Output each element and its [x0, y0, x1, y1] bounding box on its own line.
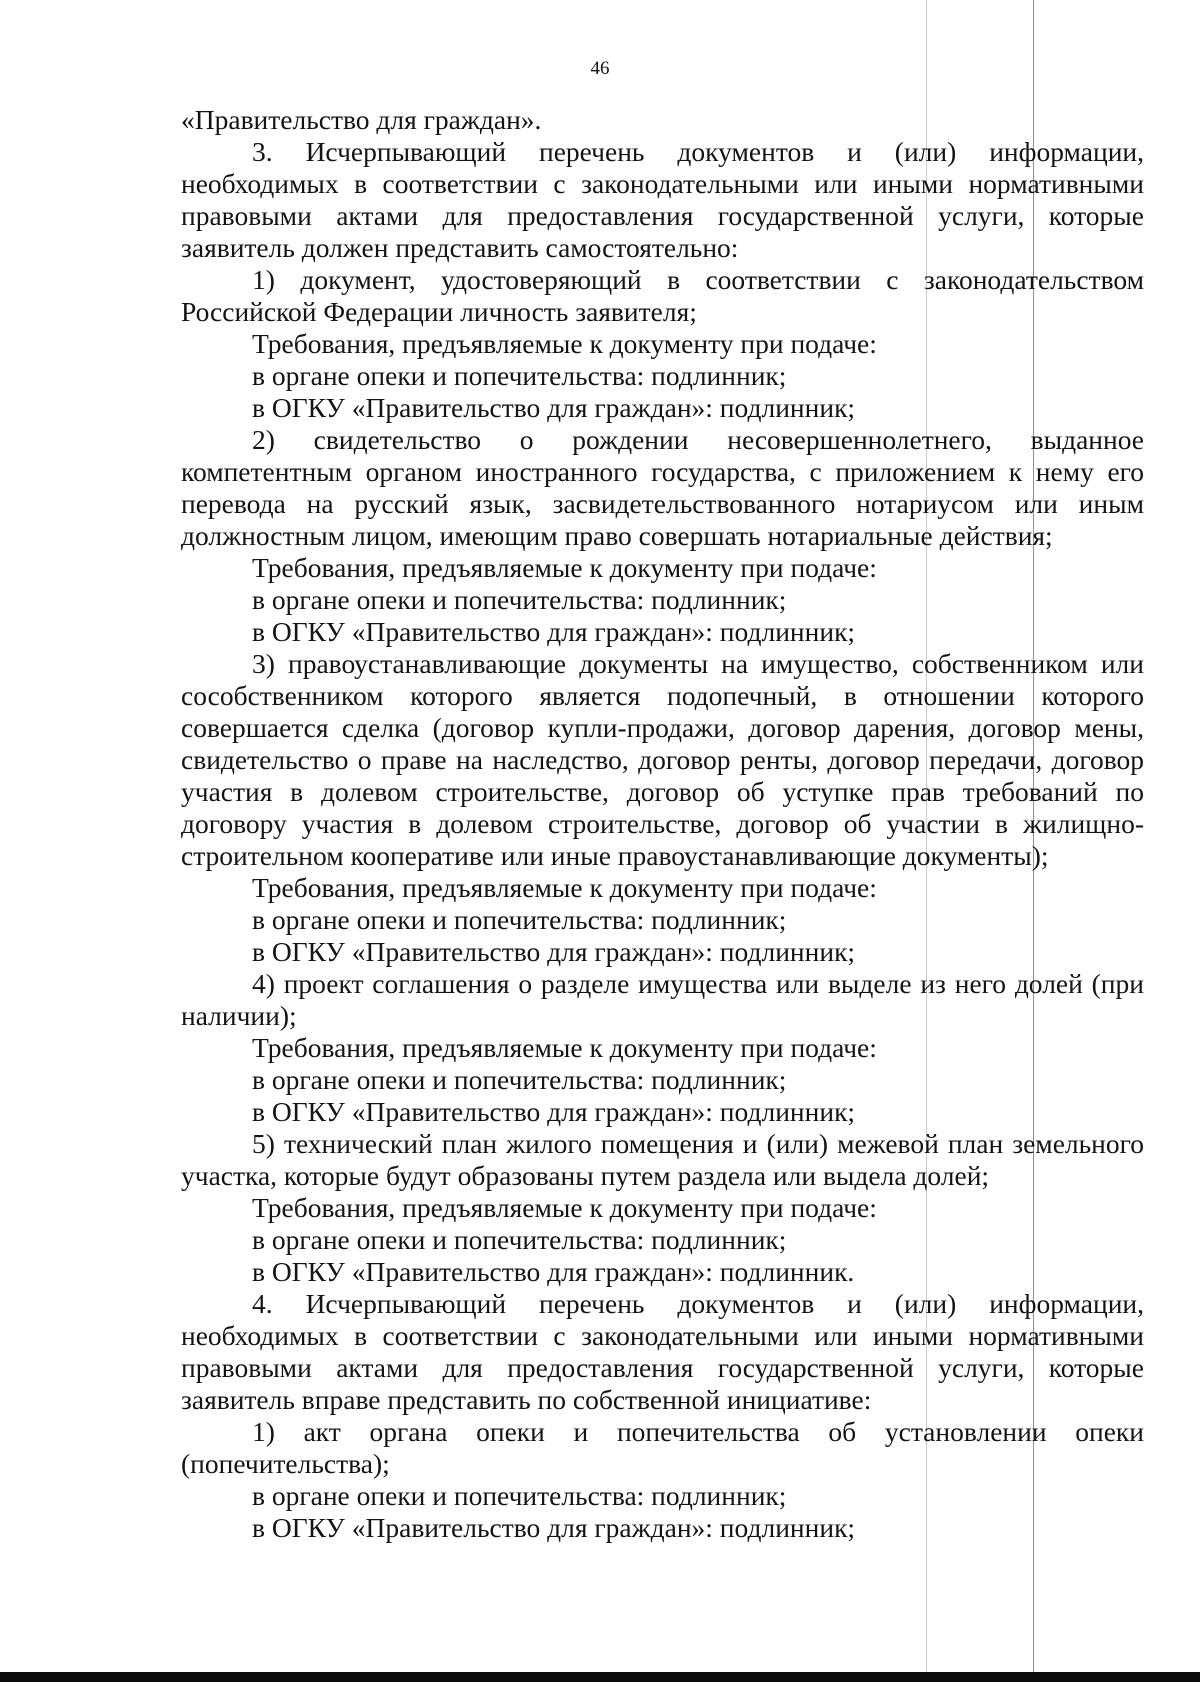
- paragraph: в ОГКУ «Правительство для граждан»: подлинник;: [252, 1512, 856, 1543]
- paragraph: в органе опеки и попечительства: подлинник;: [252, 1480, 787, 1511]
- paragraph: Требования, предъявляемые к документу при подаче:: [252, 1032, 877, 1063]
- paragraph: в ОГКУ «Правительство для граждан»: подлинник;: [252, 936, 856, 967]
- paragraph: в органе опеки и попечительства: подлинник;: [252, 360, 787, 391]
- paragraph: в органе опеки и попечительства: подлинник;: [252, 1224, 787, 1255]
- scan-bottom-border: [0, 1672, 1200, 1682]
- paragraph: в ОГКУ «Правительство для граждан»: подлинник;: [252, 392, 856, 423]
- paragraph: Требования, предъявляемые к документу при подаче:: [252, 1192, 877, 1223]
- paragraph: в ОГКУ «Правительство для граждан»: подлинник;: [252, 616, 856, 647]
- paragraph: в органе опеки и попечительства: подлинник;: [252, 584, 787, 615]
- paragraph: 5) технический план жилого помещения и (или) межевой план земельного участка, которые будут образованы путем раздела или выдела долей;: [181, 1128, 1144, 1191]
- paragraph: 4. Исчерпывающий перечень документов и (или) информации, необходимых в соответствии с законодательными или иными нормативными правовыми актами для предоставления государственной услуги, которые заявитель вправе представить по собственной инициативе:: [181, 1288, 1144, 1415]
- paragraph: в ОГКУ «Правительство для граждан»: подлинник.: [252, 1256, 855, 1287]
- paragraph: в ОГКУ «Правительство для граждан»: подлинник;: [252, 1096, 856, 1127]
- paragraph: 4) проект соглашения о разделе имущества или выделе из него долей (при наличии);: [181, 968, 1144, 1031]
- paragraph: 1) акт органа опеки и попечительства об установлении опеки (попечительства);: [181, 1416, 1144, 1479]
- paragraph: в органе опеки и попечительства: подлинник;: [252, 1064, 787, 1095]
- paragraph: 3. Исчерпывающий перечень документов и (или) информации, необходимых в соответствии с законодательными или иными нормативными правовыми актами для предоставления государственной услуги, которые заявитель должен представить самостоятельно:: [181, 136, 1144, 263]
- paragraph: 2) свидетельство о рождении несовершеннолетнего, выданное компетентным органом иностранного государства, с приложением к нему его перевода на русский язык, засвидетельствованного нотариусом или иным должностным лицом, имеющим право совершать нотариальные действия;: [181, 424, 1144, 551]
- page-number: 46: [590, 58, 610, 79]
- paragraph: Требования, предъявляемые к документу при подаче:: [252, 552, 877, 583]
- paragraph: Требования, предъявляемые к документу при подаче:: [252, 328, 877, 359]
- document-body: [181, 104, 1144, 1544]
- paragraph: в органе опеки и попечительства: подлинник;: [252, 904, 787, 935]
- paragraph: 1) документ, удостоверяющий в соответствии с законодательством Российской Федерации личность заявителя;: [181, 264, 1144, 327]
- paragraph: 3) правоустанавливающие документы на имущество, собственником или сособственником которого является подопечный, в отношении которого совершается сделка (договор купли-продажи, договор дарения, договор мены, свидетельство о праве на наследство, договор ренты, договор передачи, договор участия в долевом строительстве, договор об уступке прав требований по договору участия в долевом строительстве, договор об участии в жилищно-строительном кооперативе или иные правоустанавливающие документы);: [181, 648, 1144, 871]
- paragraph: Требования, предъявляемые к документу при подаче:: [252, 872, 877, 903]
- paragraph: «Правительство для граждан».: [181, 104, 542, 135]
